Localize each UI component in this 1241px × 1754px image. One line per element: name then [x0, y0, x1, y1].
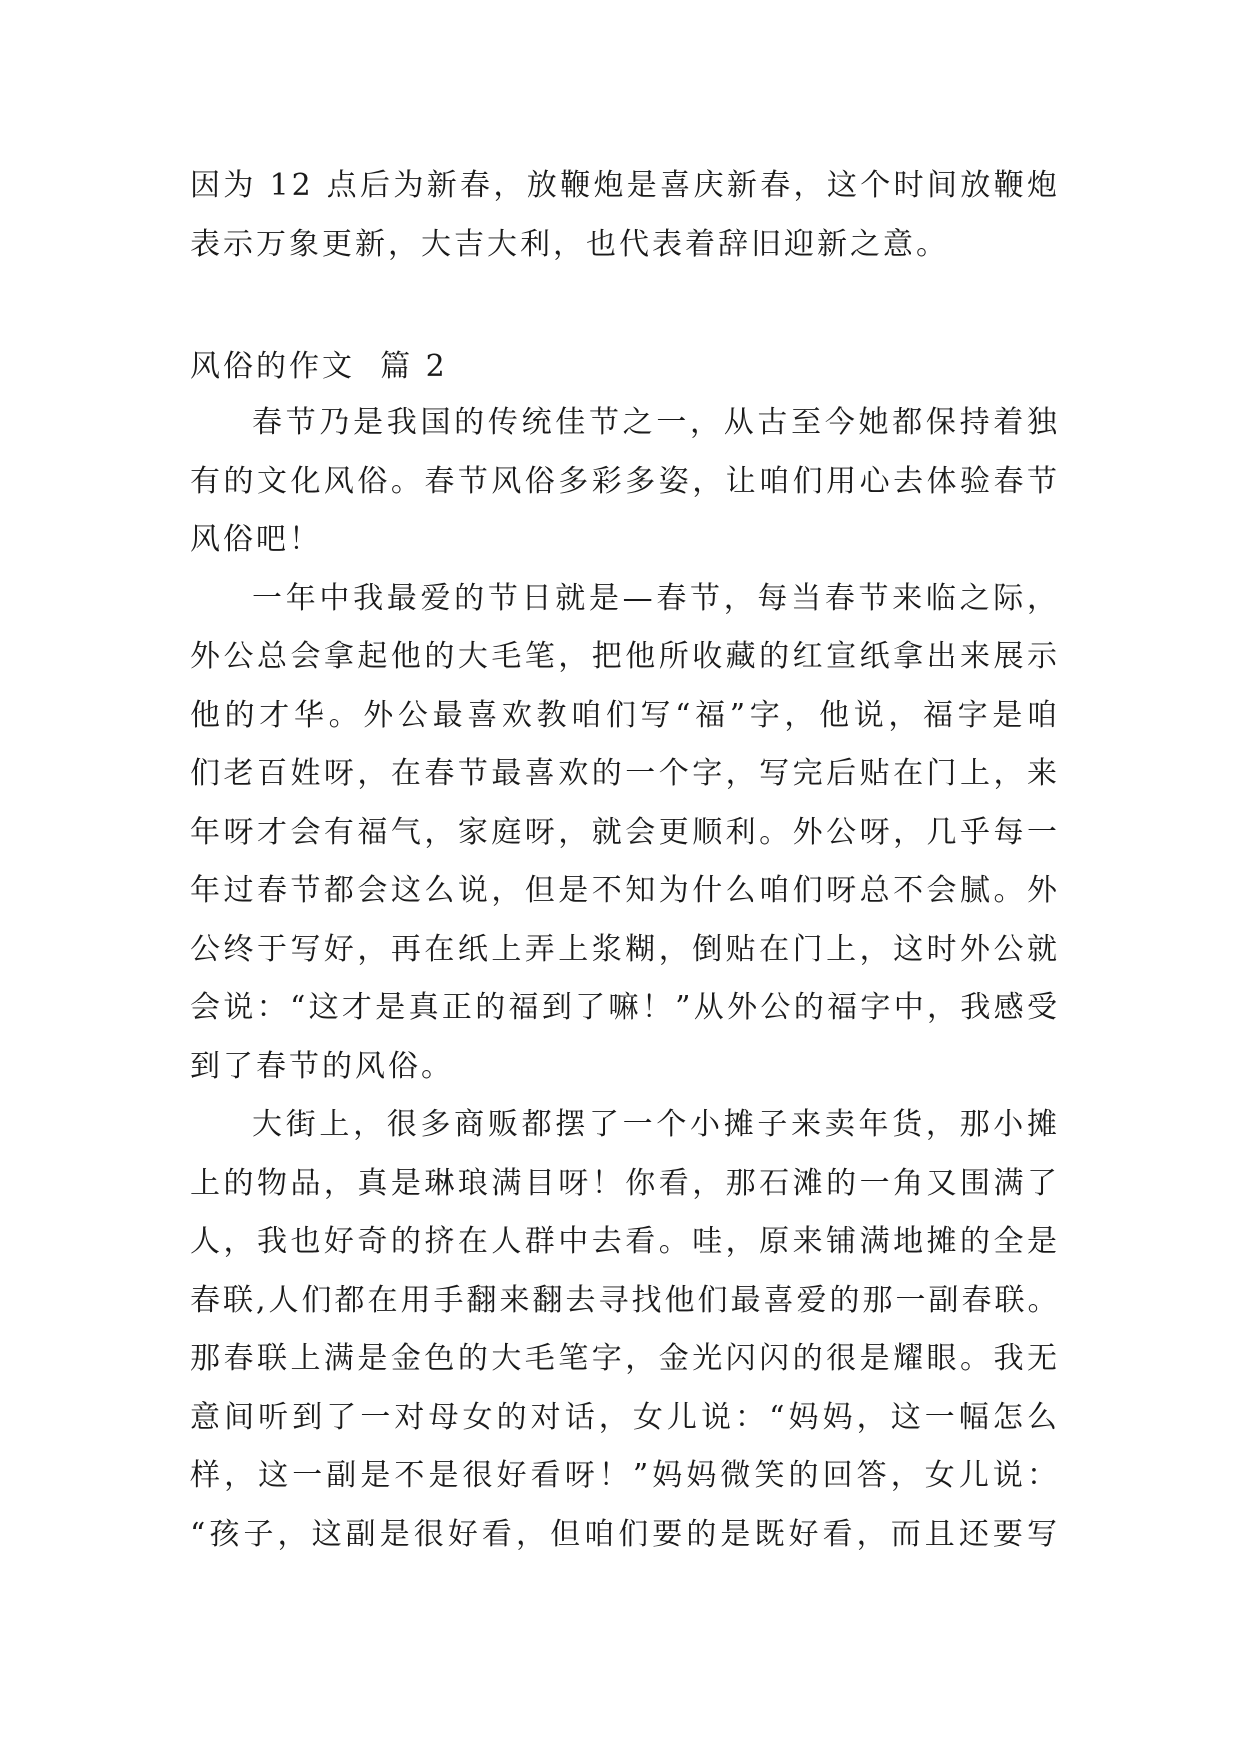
text-line: 有的文化风俗。春节风俗多彩多姿，让咱们用心去体验春节 — [190, 463, 1060, 499]
text-line: 一年中我最爱的节日就是—春节，每当春节来临之际， — [252, 580, 1060, 616]
text-line: 表示万象更新，大吉大利，也代表着辞旧迎新之意。 — [190, 226, 949, 262]
paragraph — [190, 394, 1060, 570]
text-line: 年过春节都会这么说，但是不知为什么咱们呀总不会腻。外 — [190, 873, 1060, 908]
text-line: 因为 12 点后为新春，放鞭炮是喜庆新春，这个时间放鞭炮 — [190, 168, 1060, 203]
text-line: 公终于写好，再在纸上弄上浆糊，倒贴在门上，这时外公就 — [190, 931, 1060, 967]
text-line: 春联,人们都在用手翻来翻去寻找他们最喜爱的那一副春联。 — [190, 1282, 1061, 1318]
text-line: 大街上，很多商贩都摆了一个小摊子来卖年货，那小摊 — [252, 1107, 1060, 1142]
section-heading-block — [190, 338, 1060, 397]
paragraph — [190, 1096, 1060, 1564]
text-line: 们老百姓呀，在春节最喜欢的一个字，写完后贴在门上，来 — [190, 756, 1060, 791]
text-line: 意间听到了一对母女的对话，女儿说：“妈妈，这一幅怎么 — [190, 1399, 1060, 1435]
text-line: 风俗吧！ — [190, 522, 322, 557]
text-line: 外公总会拿起他的大毛笔，把他所收藏的红宣纸拿出来展示 — [190, 639, 1060, 674]
text-line: 春节乃是我国的传统佳节之一，从古至今她都保持着独 — [252, 405, 1060, 440]
text-line: 那春联上满是金色的大毛笔字，金光闪闪的很是耀眼。我无 — [190, 1341, 1060, 1376]
text-line: 到了春节的风俗。 — [190, 1048, 454, 1084]
section-heading: 风俗的作文 篇 2 — [190, 349, 448, 384]
text-line: 会说：“这才是真正的福到了嘛！”从外公的福字中，我感受 — [190, 990, 1060, 1025]
text-line: 他的才华。外公最喜欢教咱们写“福”字，他说，福字是咱 — [190, 697, 1060, 733]
section-body — [190, 394, 1060, 1564]
text-line: 年呀才会有福气，家庭呀，就会更顺利。外公呀，几乎每一 — [190, 814, 1060, 850]
text-line: 人，我也好奇的挤在人群中去看。哇，原来铺满地摊的全是 — [190, 1224, 1060, 1259]
paragraph — [190, 570, 1060, 1097]
text-line: “孩子，这副是很好看，但咱们要的是既好看，而且还要写 — [190, 1516, 1060, 1552]
text-line: 样，这一副是不是很好看呀！”妈妈微笑的回答，女儿说： — [190, 1458, 1060, 1493]
text-line: 上的物品，真是琳琅满目呀！你看，那石滩的一角又围满了 — [190, 1165, 1060, 1201]
intro-paragraph — [190, 157, 1060, 274]
